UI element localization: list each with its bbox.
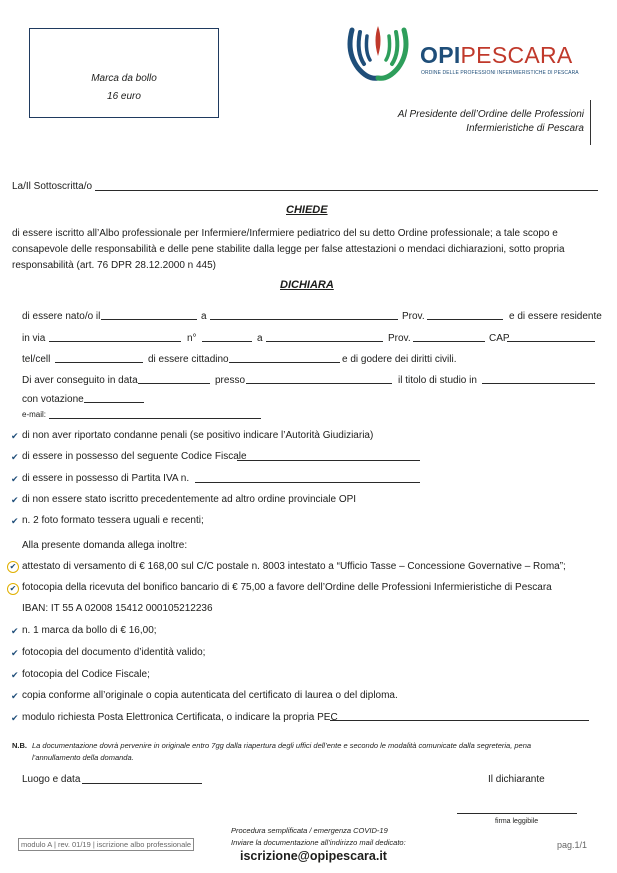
cap-field[interactable] <box>507 341 595 342</box>
attachment-stamp: n. 1 marca da bollo di € 16,00; <box>22 625 157 636</box>
checked-circle-icon: ✔ <box>7 561 19 573</box>
pec-field[interactable] <box>330 720 589 721</box>
phone-label: tel/cell <box>22 354 51 365</box>
declaration-tax-code: di essere in possesso del seguente Codice Fiscale <box>22 451 247 462</box>
nb-line1: La documentazione dovrà pervenire in originale entro 7gg dalla riapertura degli uffici dell’ente e secondo le modalità comunicate dalla segreteria, pena <box>32 741 532 750</box>
nb-label: N.B. <box>12 741 27 750</box>
residence-city-field[interactable] <box>266 341 383 342</box>
dichiara-heading: DICHIARA <box>280 279 334 291</box>
bullet-check-icon: ✔ <box>11 648 19 658</box>
nb-line2: l’annullamento della domanda. <box>32 753 134 762</box>
bullet-check-icon: ✔ <box>11 691 19 701</box>
birth-prov-field[interactable] <box>427 319 503 320</box>
email-label: e-mail: <box>22 410 47 419</box>
grade-label: con votazione <box>22 394 84 405</box>
addressee-line1: Al Presidente dell’Ordine delle Professioni <box>397 109 584 120</box>
bullet-check-icon: ✔ <box>11 452 19 462</box>
logo-subtitle: ORDINE DELLE PROFESSIONI INFERMIERISTICHE DI PESCARA <box>421 70 579 76</box>
chiede-heading: CHIEDE <box>286 204 328 216</box>
school-label: presso <box>215 375 246 386</box>
attachment-degree-copy: copia conforme all’originale o copia autenticata del certificato di laurea o del diploma. <box>22 690 398 701</box>
degree-label: il titolo di studio in <box>398 375 477 386</box>
declaration-penal: di non aver riportato condanne penali (se positivo indicare l’Autorità Giudiziaria) <box>22 430 374 441</box>
attachment-postal-payment: attestato di versamento di € 168,00 sul C/C postale n. 8003 intestato a “Ufficio Tasse – Concessione Governative – Roma”; <box>22 561 566 572</box>
school-field[interactable] <box>246 383 392 384</box>
stamp-box <box>29 28 219 118</box>
checked-circle-icon: ✔ <box>7 583 19 595</box>
addressee-line2: Infermieristiche di Pescara <box>466 123 584 134</box>
logo-pescara: PESCARA <box>460 42 573 68</box>
bullet-check-icon: ✔ <box>11 670 19 680</box>
grade-field[interactable] <box>84 402 144 403</box>
birth-date-label: di essere nato/o il <box>22 311 101 322</box>
logo-opi: OPI <box>420 42 461 68</box>
birth-place-label: a <box>201 311 207 322</box>
declaration-photos: n. 2 foto formato tessera uguali e recenti; <box>22 515 204 526</box>
submission-email-link[interactable]: iscrizione@opipescara.it <box>240 849 387 863</box>
tax-code-field[interactable] <box>237 460 420 461</box>
chiede-text: di essere iscritto all’Albo professionale per Infermiere/Infermiere pediatrico del su detto Ordine professionale; a tale scopo e consapevole delle responsabilità e delle pene stabilite dalla legge per false attestazioni o mendaci dichiarazioni, sotto propria responsabilità (art. 76 DPR 28.12.2000 n 445) <box>12 228 565 271</box>
citizenship-field[interactable] <box>229 362 340 363</box>
bullet-check-icon: ✔ <box>11 474 19 484</box>
residence-city-label: a <box>257 333 263 344</box>
declarant-label: Il dichiarante <box>488 774 545 785</box>
birth-date-field[interactable] <box>101 319 197 320</box>
undersigned-field[interactable] <box>95 190 598 191</box>
residence-prov-field[interactable] <box>413 341 485 342</box>
bullet-check-icon: ✔ <box>11 516 19 526</box>
send-instructions-text: Inviare la documentazione all’indirizzo mail dedicato: <box>231 838 406 847</box>
addressee <box>398 108 584 136</box>
bullet-check-icon: ✔ <box>11 713 19 723</box>
phone-field[interactable] <box>55 362 143 363</box>
module-reference: modulo A | rev. 01/19 | iscrizione albo professionale <box>18 838 194 851</box>
attachment-id-copy: fotocopia del documento d’identità valido; <box>22 647 206 658</box>
attachment-pec: modulo richiesta Posta Elettronica Certificata, o indicare la propria PEC <box>22 712 338 723</box>
street-label: in via <box>22 333 46 344</box>
civil-rights-text: e di godere dei diritti civili. <box>342 354 457 365</box>
attachments-intro: Alla presente domanda allega inoltre: <box>22 540 188 551</box>
logo-wordmark <box>420 42 573 69</box>
house-number-field[interactable] <box>202 341 252 342</box>
birth-prov-label: Prov. <box>402 311 425 322</box>
stamp-label: Marca da bollo <box>91 73 157 84</box>
resident-label: e di essere residente <box>509 311 602 322</box>
stamp-amount: 16 euro <box>107 91 141 102</box>
page-number: pag.1/1 <box>557 840 588 850</box>
attachment-bank-transfer: fotocopia della ricevuta del bonifico bancario di € 75,00 a favore dell’Ordine delle Professioni Infermieristiche di Pescara <box>22 582 552 593</box>
citizenship-label: di essere cittadino <box>148 354 229 365</box>
iban-text: IBAN: IT 55 A 02008 15412 000105212236 <box>22 603 213 614</box>
degree-date-field[interactable] <box>138 383 210 384</box>
place-date-field[interactable] <box>82 783 202 784</box>
covid-procedure-text: Procedura semplificata / emergenza COVID-19 <box>231 826 388 835</box>
attachment-tax-code-copy: fotocopia del Codice Fiscale; <box>22 669 150 680</box>
bullet-check-icon: ✔ <box>11 626 19 636</box>
degree-date-label: Di aver conseguito in data <box>22 375 138 386</box>
undersigned-label: La/Il Sottoscritta/o <box>12 181 93 192</box>
email-field[interactable] <box>49 418 261 419</box>
addressee-divider <box>590 100 591 145</box>
cap-label: CAP <box>489 333 510 344</box>
residence-prov-label: Prov. <box>388 333 411 344</box>
signature-label: firma leggibile <box>495 818 539 825</box>
bullet-check-icon: ✔ <box>11 431 19 441</box>
street-field[interactable] <box>49 341 181 342</box>
opi-hands-logo-icon <box>344 22 412 84</box>
degree-field[interactable] <box>482 383 595 384</box>
place-date-label: Luogo e data <box>22 774 81 785</box>
birth-place-field[interactable] <box>210 319 398 320</box>
bullet-check-icon: ✔ <box>11 495 19 505</box>
vat-field[interactable] <box>195 482 420 483</box>
declaration-other-order: di non essere stato iscritto precedentemente ad altro ordine provinciale OPI <box>22 494 357 505</box>
declaration-vat: di essere in possesso di Partita IVA n. <box>22 473 190 484</box>
signature-field[interactable] <box>457 813 577 814</box>
house-number-label: n° <box>187 333 197 344</box>
